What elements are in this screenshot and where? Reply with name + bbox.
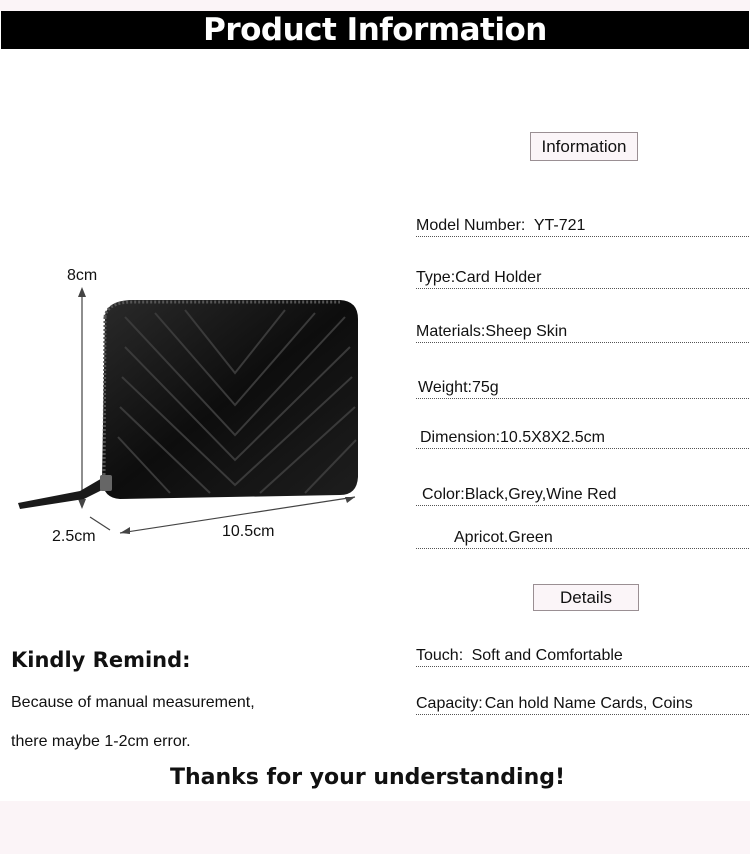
detail-row-capacity	[416, 694, 749, 715]
detail-row-touch	[416, 646, 749, 667]
spec-row-dimension	[416, 428, 750, 449]
wallet-illustration	[10, 255, 380, 555]
spec-value: Apricot.Green	[454, 529, 553, 546]
depth-label: 2.5cm	[52, 528, 96, 545]
spec-key: Model Number:	[416, 217, 526, 234]
spec-value: 10.5X8X2.5cm	[500, 429, 605, 446]
thanks-message: Thanks for your understanding!	[169, 765, 566, 790]
spec-key: Weight:	[418, 379, 472, 396]
page-title: Product Information	[1, 11, 749, 49]
spec-key: Color:	[422, 486, 465, 503]
spec-value: Sheep Skin	[485, 323, 568, 340]
spec-row-model	[416, 216, 749, 237]
remind-title: Kindly Remind:	[11, 648, 191, 672]
spec-value: YT-721	[533, 217, 586, 234]
spec-value: 75g	[471, 379, 499, 396]
spec-row-weight	[416, 378, 750, 399]
spec-key: Dimension:	[420, 429, 501, 446]
detail-value: Can hold Name Cards, Coins	[484, 695, 693, 712]
detail-key: Touch:	[416, 647, 464, 664]
spec-row-materials	[416, 322, 749, 343]
product-image-area	[10, 255, 380, 555]
width-label: 10.5cm	[222, 523, 275, 540]
remind-line-2: there maybe 1-2cm error.	[11, 733, 191, 750]
top-band	[0, 0, 750, 11]
spec-key: Materials:	[416, 323, 486, 340]
spec-row-type	[416, 268, 749, 289]
details-tag: Details	[533, 584, 639, 611]
spec-value: Black,Grey,Wine Red	[464, 486, 617, 503]
bottom-band	[0, 801, 750, 854]
height-label: 8cm	[67, 267, 98, 284]
detail-value: Soft and Comfortable	[471, 647, 623, 664]
spec-key: Type:	[416, 269, 456, 286]
detail-key: Capacity:	[416, 695, 483, 712]
information-tag: Information	[530, 132, 638, 161]
spec-row-color-cont	[416, 528, 750, 549]
spec-value: Card Holder	[455, 269, 542, 286]
spec-row-color	[416, 485, 750, 506]
remind-line-1: Because of manual measurement,	[11, 694, 255, 711]
